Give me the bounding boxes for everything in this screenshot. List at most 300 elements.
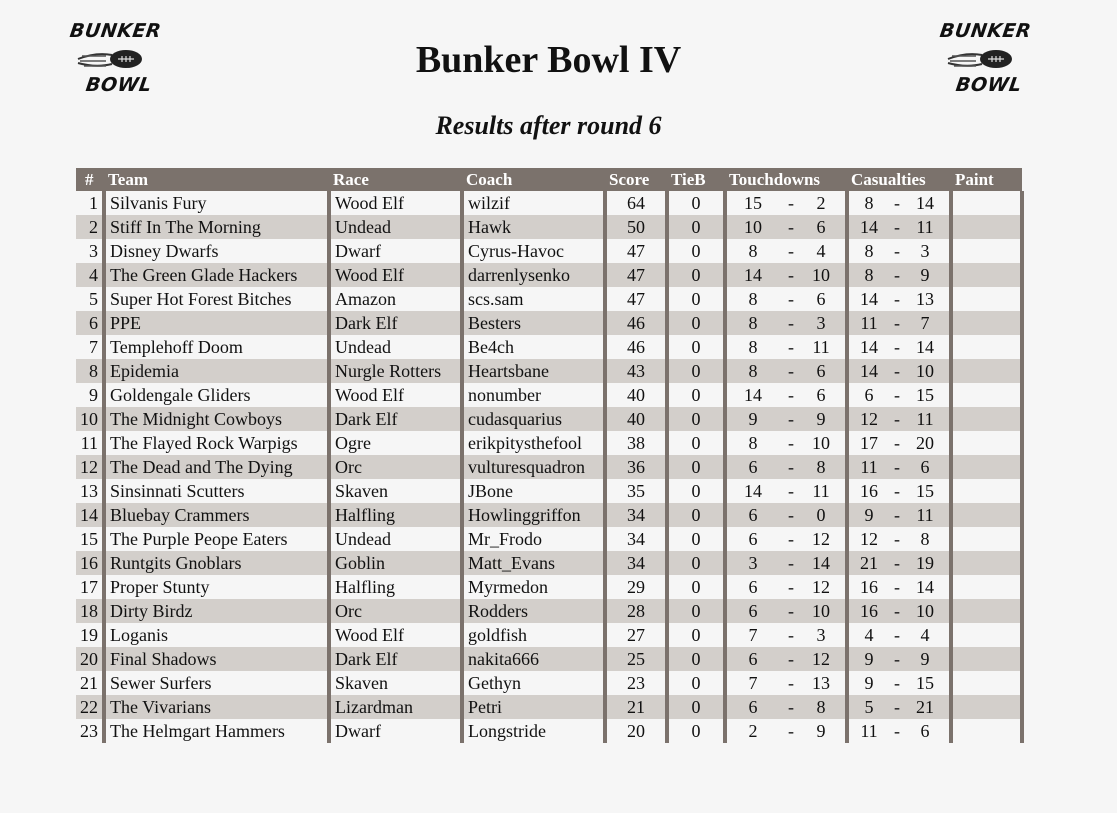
separator-dash: - — [788, 696, 794, 717]
race-cell: Undead — [329, 335, 462, 359]
casualties-cell — [847, 599, 951, 623]
separator-dash: - — [894, 432, 900, 453]
score-cell: 27 — [605, 623, 667, 647]
rank-cell: 14 — [76, 503, 104, 527]
race-cell: Skaven — [329, 671, 462, 695]
rank-cell: 19 — [76, 623, 104, 647]
touchdowns-for: 14 — [744, 264, 762, 285]
touchdowns-cell — [725, 599, 847, 623]
table-row — [76, 383, 1022, 407]
paint-cell — [951, 503, 1022, 527]
touchdowns-for: 6 — [748, 648, 758, 669]
paint-cell — [951, 575, 1022, 599]
casualties-cell — [847, 383, 951, 407]
casualties-against: 10 — [916, 360, 934, 381]
paint-cell — [951, 215, 1022, 239]
coach-cell: Besters — [462, 311, 605, 335]
race-cell: Orc — [329, 455, 462, 479]
casualties-for: 9 — [864, 504, 874, 525]
column-header-rank: # — [76, 168, 104, 191]
tieb-cell: 0 — [667, 359, 725, 383]
casualties-against: 15 — [916, 672, 934, 693]
touchdowns-against: 12 — [812, 576, 830, 597]
touchdowns-against: 0 — [816, 504, 826, 525]
casualties-for: 8 — [864, 192, 874, 213]
paint-cell — [951, 695, 1022, 719]
touchdowns-for: 8 — [748, 360, 758, 381]
casualties-cell — [847, 263, 951, 287]
casualties-cell — [847, 239, 951, 263]
table-row — [76, 527, 1022, 551]
separator-dash: - — [894, 216, 900, 237]
touchdowns-cell — [725, 431, 847, 455]
table-row — [76, 671, 1022, 695]
tieb-cell: 0 — [667, 599, 725, 623]
touchdowns-cell — [725, 671, 847, 695]
casualties-against: 8 — [920, 528, 930, 549]
casualties-for: 16 — [860, 576, 878, 597]
rank-cell: 3 — [76, 239, 104, 263]
touchdowns-cell — [725, 407, 847, 431]
paint-cell — [951, 647, 1022, 671]
casualties-cell — [847, 431, 951, 455]
coach-cell: Howlinggriffon — [462, 503, 605, 527]
race-cell: Dark Elf — [329, 311, 462, 335]
coach-cell: Heartsbane — [462, 359, 605, 383]
separator-dash: - — [894, 648, 900, 669]
table-row — [76, 575, 1022, 599]
touchdowns-for: 2 — [748, 720, 758, 741]
tieb-cell: 0 — [667, 719, 725, 743]
table-row — [76, 359, 1022, 383]
casualties-for: 21 — [860, 552, 878, 573]
paint-cell — [951, 671, 1022, 695]
rank-cell: 6 — [76, 311, 104, 335]
logo-word-top: BUNKER — [68, 20, 163, 42]
team-cell: Templehoff Doom — [104, 335, 329, 359]
paint-cell — [951, 359, 1022, 383]
casualties-against: 11 — [916, 216, 934, 237]
paint-cell — [951, 599, 1022, 623]
page-subtitle: Results after round 6 — [435, 111, 662, 140]
paint-cell — [951, 407, 1022, 431]
separator-dash: - — [788, 576, 794, 597]
casualties-against: 13 — [916, 288, 934, 309]
casualties-for: 9 — [864, 672, 874, 693]
score-cell: 34 — [605, 527, 667, 551]
touchdowns-cell — [725, 215, 847, 239]
team-cell: Bluebay Crammers — [104, 503, 329, 527]
separator-dash: - — [894, 576, 900, 597]
team-cell: The Green Glade Hackers — [104, 263, 329, 287]
table-row — [76, 623, 1022, 647]
race-cell: Halfling — [329, 575, 462, 599]
separator-dash: - — [788, 288, 794, 309]
casualties-cell — [847, 503, 951, 527]
casualties-cell — [847, 407, 951, 431]
separator-dash: - — [788, 456, 794, 477]
table-row — [76, 503, 1022, 527]
casualties-against: 6 — [920, 456, 930, 477]
touchdowns-for: 6 — [748, 696, 758, 717]
tieb-cell: 0 — [667, 503, 725, 527]
tieb-cell: 0 — [667, 215, 725, 239]
casualties-against: 10 — [916, 600, 934, 621]
table-row — [76, 263, 1022, 287]
team-cell: Goldengale Gliders — [104, 383, 329, 407]
casualties-for: 9 — [864, 648, 874, 669]
touchdowns-against: 6 — [816, 384, 826, 405]
casualties-against: 21 — [916, 696, 934, 717]
separator-dash: - — [894, 624, 900, 645]
coach-cell: Mr_Frodo — [462, 527, 605, 551]
race-cell: Wood Elf — [329, 383, 462, 407]
touchdowns-for: 8 — [748, 336, 758, 357]
score-cell: 34 — [605, 551, 667, 575]
paint-cell — [951, 191, 1022, 215]
separator-dash: - — [788, 528, 794, 549]
table-row — [76, 479, 1022, 503]
casualties-for: 14 — [860, 336, 878, 357]
separator-dash: - — [894, 504, 900, 525]
score-cell: 28 — [605, 599, 667, 623]
rank-cell: 18 — [76, 599, 104, 623]
touchdowns-cell — [725, 479, 847, 503]
paint-cell — [951, 431, 1022, 455]
touchdowns-against: 12 — [812, 648, 830, 669]
team-cell: The Midnight Cowboys — [104, 407, 329, 431]
team-cell: Super Hot Forest Bitches — [104, 287, 329, 311]
casualties-cell — [847, 575, 951, 599]
touchdowns-against: 14 — [812, 552, 830, 573]
touchdowns-against: 10 — [812, 600, 830, 621]
table-row — [76, 287, 1022, 311]
touchdowns-cell — [725, 455, 847, 479]
coach-cell: Cyrus-Havoc — [462, 239, 605, 263]
race-cell: Wood Elf — [329, 263, 462, 287]
team-cell: Stiff In The Morning — [104, 215, 329, 239]
coach-cell: scs.sam — [462, 287, 605, 311]
touchdowns-cell — [725, 311, 847, 335]
casualties-for: 8 — [864, 264, 874, 285]
casualties-for: 17 — [860, 432, 878, 453]
coach-cell: Gethyn — [462, 671, 605, 695]
rank-cell: 7 — [76, 335, 104, 359]
race-cell: Undead — [329, 527, 462, 551]
score-cell: 46 — [605, 311, 667, 335]
rank-cell: 10 — [76, 407, 104, 431]
race-cell: Orc — [329, 599, 462, 623]
separator-dash: - — [788, 624, 794, 645]
paint-cell — [951, 383, 1022, 407]
team-cell: Epidemia — [104, 359, 329, 383]
casualties-cell — [847, 647, 951, 671]
tieb-cell: 0 — [667, 695, 725, 719]
touchdowns-against: 12 — [812, 528, 830, 549]
separator-dash: - — [894, 312, 900, 333]
race-cell: Skaven — [329, 479, 462, 503]
separator-dash: - — [894, 672, 900, 693]
race-cell: Dark Elf — [329, 407, 462, 431]
score-cell: 43 — [605, 359, 667, 383]
team-cell: The Purple Peope Eaters — [104, 527, 329, 551]
separator-dash: - — [894, 696, 900, 717]
touchdowns-for: 14 — [744, 480, 762, 501]
rank-cell: 16 — [76, 551, 104, 575]
casualties-cell — [847, 695, 951, 719]
casualties-for: 4 — [864, 624, 874, 645]
team-cell: Loganis — [104, 623, 329, 647]
score-cell: 29 — [605, 575, 667, 599]
casualties-for: 11 — [860, 720, 878, 741]
tieb-cell: 0 — [667, 527, 725, 551]
tieb-cell: 0 — [667, 455, 725, 479]
casualties-cell — [847, 191, 951, 215]
table-row — [76, 215, 1022, 239]
separator-dash: - — [788, 432, 794, 453]
touchdowns-cell — [725, 287, 847, 311]
team-cell: Silvanis Fury — [104, 191, 329, 215]
score-cell: 47 — [605, 239, 667, 263]
tieb-cell: 0 — [667, 671, 725, 695]
touchdowns-against: 3 — [816, 624, 826, 645]
table-row — [76, 239, 1022, 263]
casualties-against: 14 — [916, 336, 934, 357]
touchdowns-against: 11 — [812, 336, 830, 357]
casualties-cell — [847, 215, 951, 239]
team-cell: The Dead and The Dying — [104, 455, 329, 479]
casualties-for: 14 — [860, 288, 878, 309]
score-cell: 23 — [605, 671, 667, 695]
paint-cell — [951, 551, 1022, 575]
results-table — [76, 168, 1024, 743]
tieb-cell: 0 — [667, 239, 725, 263]
touchdowns-against: 10 — [812, 264, 830, 285]
separator-dash: - — [788, 312, 794, 333]
separator-dash: - — [788, 264, 794, 285]
casualties-for: 16 — [860, 480, 878, 501]
touchdowns-cell — [725, 383, 847, 407]
touchdowns-cell — [725, 551, 847, 575]
separator-dash: - — [894, 264, 900, 285]
touchdowns-cell — [725, 695, 847, 719]
score-cell: 50 — [605, 215, 667, 239]
race-cell: Halfling — [329, 503, 462, 527]
casualties-cell — [847, 335, 951, 359]
team-cell: PPE — [104, 311, 329, 335]
separator-dash: - — [788, 672, 794, 693]
race-cell: Dwarf — [329, 719, 462, 743]
coach-cell: Matt_Evans — [462, 551, 605, 575]
coach-cell: Rodders — [462, 599, 605, 623]
team-cell: Final Shadows — [104, 647, 329, 671]
paint-cell — [951, 335, 1022, 359]
table-row — [76, 719, 1022, 743]
separator-dash: - — [788, 480, 794, 501]
rank-cell: 15 — [76, 527, 104, 551]
separator-dash: - — [894, 360, 900, 381]
separator-dash: - — [788, 648, 794, 669]
paint-cell — [951, 719, 1022, 743]
separator-dash: - — [894, 408, 900, 429]
score-cell: 38 — [605, 431, 667, 455]
rank-cell: 22 — [76, 695, 104, 719]
tieb-cell: 0 — [667, 335, 725, 359]
touchdowns-for: 7 — [748, 624, 758, 645]
coach-cell: vulturesquadron — [462, 455, 605, 479]
touchdowns-cell — [725, 575, 847, 599]
race-cell: Wood Elf — [329, 191, 462, 215]
race-cell: Ogre — [329, 431, 462, 455]
separator-dash: - — [894, 528, 900, 549]
coach-cell: wilzif — [462, 191, 605, 215]
rank-cell: 4 — [76, 263, 104, 287]
race-cell: Dwarf — [329, 239, 462, 263]
score-cell: 21 — [605, 695, 667, 719]
casualties-cell — [847, 671, 951, 695]
casualties-cell — [847, 311, 951, 335]
team-cell: Runtgits Gnoblars — [104, 551, 329, 575]
score-cell: 40 — [605, 407, 667, 431]
touchdowns-for: 14 — [744, 384, 762, 405]
casualties-for: 14 — [860, 360, 878, 381]
coach-cell: cudasquarius — [462, 407, 605, 431]
touchdowns-against: 8 — [816, 696, 826, 717]
score-cell: 20 — [605, 719, 667, 743]
separator-dash: - — [788, 408, 794, 429]
touchdowns-cell — [725, 719, 847, 743]
touchdowns-cell — [725, 263, 847, 287]
column-header-paint: Paint — [951, 168, 1022, 191]
tieb-cell: 0 — [667, 623, 725, 647]
separator-dash: - — [788, 216, 794, 237]
race-cell: Nurgle Rotters — [329, 359, 462, 383]
touchdowns-against: 6 — [816, 360, 826, 381]
coach-cell: erikpitysthefool — [462, 431, 605, 455]
separator-dash: - — [894, 192, 900, 213]
team-cell: Disney Dwarfs — [104, 239, 329, 263]
touchdowns-for: 8 — [748, 312, 758, 333]
separator-dash: - — [788, 192, 794, 213]
touchdowns-for: 15 — [744, 192, 762, 213]
tieb-cell: 0 — [667, 311, 725, 335]
coach-cell: nonumber — [462, 383, 605, 407]
casualties-cell — [847, 359, 951, 383]
page-title: Bunker Bowl IV — [415, 39, 682, 81]
casualties-against: 7 — [920, 312, 930, 333]
separator-dash: - — [894, 600, 900, 621]
paint-cell — [951, 287, 1022, 311]
separator-dash: - — [788, 336, 794, 357]
team-cell: The Helmgart Hammers — [104, 719, 329, 743]
touchdowns-for: 9 — [748, 408, 758, 429]
logo-word-top: BUNKER — [938, 20, 1033, 42]
touchdowns-against: 8 — [816, 456, 826, 477]
casualties-cell — [847, 527, 951, 551]
rank-cell: 23 — [76, 719, 104, 743]
tieb-cell: 0 — [667, 647, 725, 671]
table-row — [76, 599, 1022, 623]
casualties-for: 5 — [864, 696, 874, 717]
team-cell: The Vivarians — [104, 695, 329, 719]
rank-cell: 21 — [76, 671, 104, 695]
coach-cell: Be4ch — [462, 335, 605, 359]
coach-cell: goldfish — [462, 623, 605, 647]
touchdowns-cell — [725, 191, 847, 215]
touchdowns-for: 8 — [748, 288, 758, 309]
separator-dash: - — [894, 456, 900, 477]
touchdowns-for: 3 — [748, 552, 758, 573]
casualties-for: 6 — [864, 384, 874, 405]
touchdowns-for: 7 — [748, 672, 758, 693]
casualties-against: 9 — [920, 648, 930, 669]
tieb-cell: 0 — [667, 407, 725, 431]
separator-dash: - — [894, 480, 900, 501]
separator-dash: - — [894, 720, 900, 741]
touchdowns-against: 2 — [816, 192, 826, 213]
coach-cell: JBone — [462, 479, 605, 503]
touchdowns-cell — [725, 359, 847, 383]
touchdowns-cell — [725, 239, 847, 263]
casualties-cell — [847, 551, 951, 575]
touchdowns-for: 8 — [748, 432, 758, 453]
tieb-cell: 0 — [667, 191, 725, 215]
score-cell: 25 — [605, 647, 667, 671]
casualties-for: 8 — [864, 240, 874, 261]
tieb-cell: 0 — [667, 479, 725, 503]
touchdowns-for: 6 — [748, 528, 758, 549]
rank-cell: 1 — [76, 191, 104, 215]
column-header-touchdowns: Touchdowns — [725, 168, 847, 191]
coach-cell: Myrmedon — [462, 575, 605, 599]
casualties-against: 14 — [916, 192, 934, 213]
score-cell: 47 — [605, 287, 667, 311]
casualties-for: 11 — [860, 312, 878, 333]
team-cell: Dirty Birdz — [104, 599, 329, 623]
tieb-cell: 0 — [667, 287, 725, 311]
score-cell: 36 — [605, 455, 667, 479]
team-cell: Sinsinnati Scutters — [104, 479, 329, 503]
paint-cell — [951, 479, 1022, 503]
score-cell: 46 — [605, 335, 667, 359]
casualties-against: 11 — [916, 504, 934, 525]
table-row — [76, 695, 1022, 719]
race-cell: Undead — [329, 215, 462, 239]
casualties-against: 3 — [920, 240, 930, 261]
column-header-coach: Coach — [462, 168, 605, 191]
logo-word-bottom: BOWL — [954, 74, 1024, 96]
column-header-race: Race — [329, 168, 462, 191]
touchdowns-against: 3 — [816, 312, 826, 333]
score-cell: 64 — [605, 191, 667, 215]
casualties-cell — [847, 455, 951, 479]
race-cell: Lizardman — [329, 695, 462, 719]
casualties-for: 14 — [860, 216, 878, 237]
rank-cell: 20 — [76, 647, 104, 671]
casualties-against: 4 — [920, 624, 930, 645]
table-row — [76, 335, 1022, 359]
touchdowns-cell — [725, 647, 847, 671]
separator-dash: - — [788, 240, 794, 261]
touchdowns-against: 10 — [812, 432, 830, 453]
coach-cell: nakita666 — [462, 647, 605, 671]
touchdowns-for: 10 — [744, 216, 762, 237]
rank-cell: 5 — [76, 287, 104, 311]
touchdowns-against: 4 — [816, 240, 826, 261]
casualties-for: 12 — [860, 528, 878, 549]
race-cell: Goblin — [329, 551, 462, 575]
column-header-casualties: Casualties — [847, 168, 951, 191]
